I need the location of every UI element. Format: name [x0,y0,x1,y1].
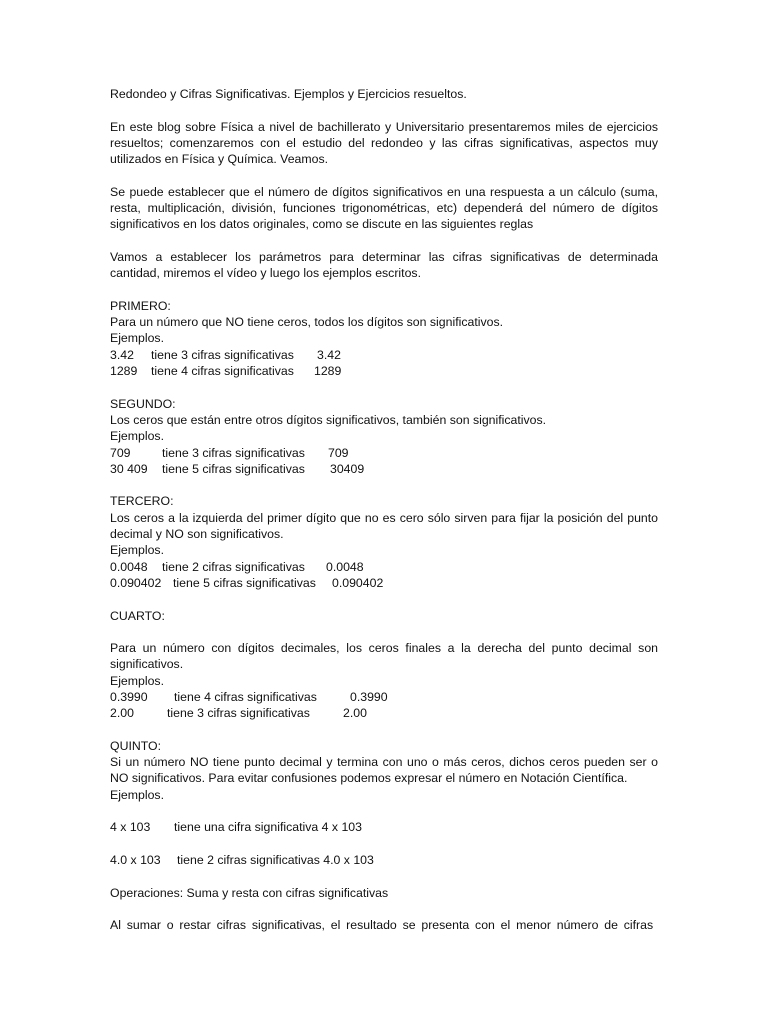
examples-label: Ejemplos. [110,429,164,444]
scientific-example-row [110,852,658,868]
rule-text: Los ceros a la izquierda del primer dígito que no es cero sólo sirven para fijar la posición del punto decimal y NO son significativos. [110,510,658,542]
examples-label: Ejemplos. [110,331,164,346]
example-description: tiene 3 cifras significativas [151,347,294,362]
operations-heading: Operaciones: Suma y resta con cifras significativas [110,885,389,900]
rule-text: Para un número con dígitos decimales, los ceros finales a la derecha del punto decimal son significativos. [110,641,658,672]
rule-text: Si un número NO tiene punto decimal y termina con uno o más ceros, dichos ceros pueden ser o NO significativos. Para evitar confusiones podemos expresar el número en Notación Científica. [110,755,658,786]
example-row [110,575,658,591]
example-value: 709 [328,445,349,460]
example-number: 0.3990 [110,689,148,704]
example-description: tiene 2 cifras significativas 4.0 x 103 [177,852,374,867]
example-description: tiene 3 cifras significativas [162,445,305,460]
example-row [110,559,658,575]
example-row [110,347,658,363]
example-value: 0.3990 [350,689,388,704]
examples-label: Ejemplos. [110,543,164,558]
rule-tercero [110,493,658,591]
example-number: 4.0 x 103 [110,852,161,867]
example-row [110,363,658,379]
example-value: 0.0048 [326,559,364,574]
rule-heading: SEGUNDO: [110,396,176,411]
example-number: 709 [110,445,131,460]
example-number: 2.00 [110,706,134,721]
rule-cuarto [110,608,658,722]
example-number: 3.42 [110,347,134,362]
rule-text: Los ceros que están entre otros dígitos significativos, también son significativos. [110,412,547,427]
examples-label: Ejemplos. [110,787,164,802]
rule-segundo [110,396,658,477]
rule-heading: TERCERO: [110,494,174,509]
example-description: tiene 2 cifras significativas [162,559,305,574]
parameters-paragraph: Vamos a establecer los parámetros para determinar las cifras significativas de determinada cantidad, miremos el vídeo y luego los ejemplos escritos. [110,249,658,281]
example-number: 0.090402 [110,575,162,590]
example-row [110,461,658,477]
example-description: tiene una cifra significativa 4 x 103 [174,820,362,835]
example-number: 30 409 [110,461,148,476]
example-description: tiene 4 cifras significativas [174,689,317,704]
example-number: 1289 [110,364,138,379]
rule-quinto [110,738,658,803]
rule-primero [110,298,658,379]
rule-heading: QUINTO: [110,738,162,753]
example-number: 4 x 103 [110,820,151,835]
rule-text: Para un número que NO tiene ceros, todos los dígitos son significativos. [110,315,504,330]
examples-label: Ejemplos. [110,673,164,688]
example-value: 0.090402 [332,575,384,590]
example-row [110,689,658,705]
document-title: Redondeo y Cifras Significativas. Ejemplos y Ejercicios resueltos. [110,87,467,101]
document-page [110,86,658,933]
example-description: tiene 3 cifras significativas [167,706,310,721]
example-description: tiene 4 cifras significativas [151,364,294,379]
intro-paragraph: En este blog sobre Física a nivel de bachillerato y Universitario presentaremos miles de ejercicios resueltos; comenzaremos con el estudio del redondeo y las cifras significativas, aspectos muy utilizados en Física y Química. Veamos. [110,119,658,167]
example-number: 0.0048 [110,559,148,574]
example-value: 2.00 [343,706,367,721]
scientific-example-row [110,819,658,835]
digits-paragraph: Se puede establecer que el número de dígitos significativos en una respuesta a un cálculo (suma, resta, multiplicación, división, funciones trigonométricas, etc) dependerá del número de dígitos significativos en los datos originales, como se discute en las siguientes reglas [110,184,658,232]
example-row [110,705,658,721]
example-value: 1289 [314,364,342,379]
example-row [110,445,658,461]
example-description: tiene 5 cifras significativas [173,575,316,590]
example-value: 3.42 [317,347,341,362]
example-description: tiene 5 cifras significativas [162,461,305,476]
rule-heading: PRIMERO: [110,298,171,313]
final-paragraph: Al sumar o restar cifras significativas, el resultado se presenta con el menor número de cifras [110,918,654,933]
rule-heading: CUARTO: [110,608,165,623]
example-value: 30409 [330,461,365,476]
